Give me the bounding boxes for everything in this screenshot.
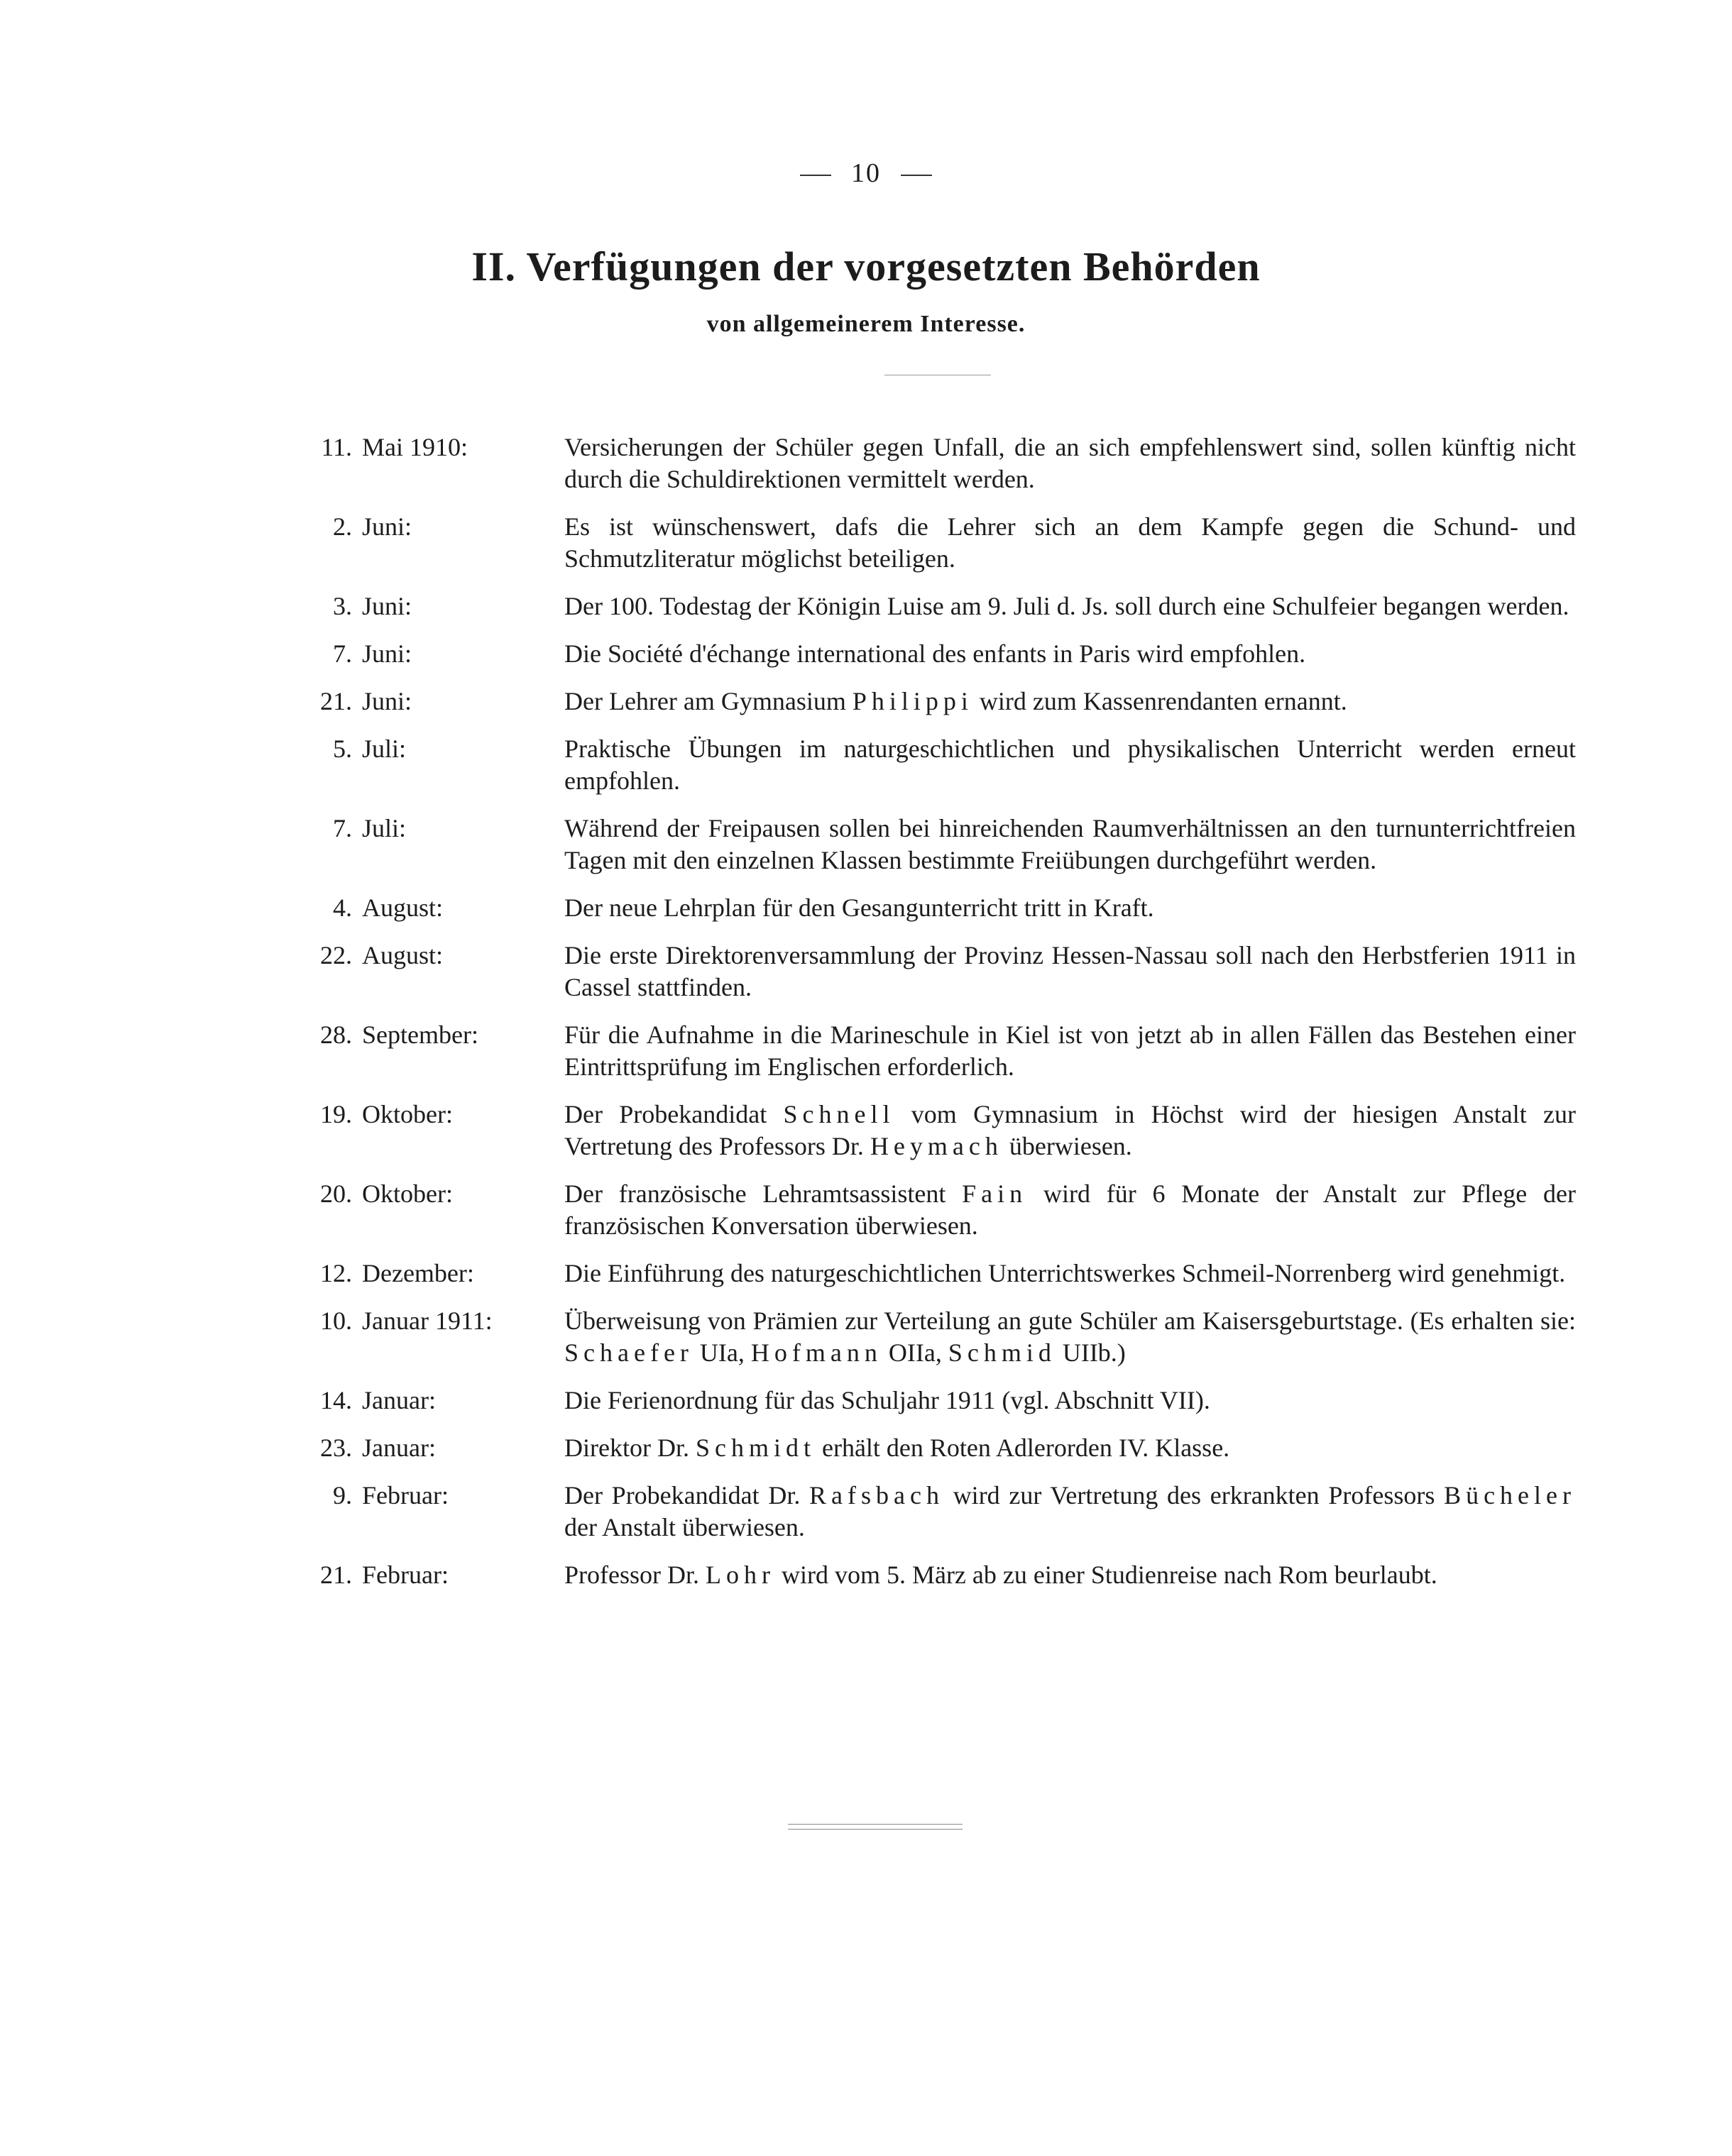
spaced-name: Schnell [783, 1100, 895, 1128]
entry-month: Januar: [362, 1434, 436, 1462]
entry-date [297, 686, 412, 717]
entry-day-number: 12. [320, 1259, 352, 1287]
entry-date [297, 733, 406, 765]
decree-entry [0, 940, 1732, 1003]
entry-text-segment: Der neue Lehrplan für den Gesangunterricht tritt in Kraft. [564, 893, 1154, 922]
spaced-name: Schmidt [695, 1434, 816, 1462]
entry-month: Oktober: [362, 1179, 453, 1208]
entry-date [297, 1559, 449, 1591]
decree-entry [0, 1385, 1732, 1417]
page-number [0, 158, 1732, 189]
entry-text [564, 638, 1576, 670]
entry-month: Januar: [362, 1386, 436, 1414]
entry-date [297, 590, 412, 622]
decree-entry [0, 813, 1732, 876]
decree-entry [0, 733, 1732, 797]
entry-text [564, 733, 1576, 797]
entry-text-segment: Der Lehrer am Gymnasium [564, 687, 853, 715]
entry-month: Dezember: [362, 1259, 474, 1287]
entry-text-segment: Der Probekandidat [564, 1100, 784, 1128]
entry-day-number: 5. [333, 735, 352, 763]
entry-text [564, 511, 1576, 575]
entry-date [297, 1480, 449, 1512]
entry-text [564, 590, 1576, 622]
spaced-name: Bücheler [1444, 1481, 1576, 1509]
entry-month: Juni: [362, 512, 412, 541]
entry-text [564, 1305, 1576, 1369]
entry-text-segment: Für die Aufnahme in die Marineschule in Kiel ist von jetzt ab in allen Fällen das Bestehen einer Eintrittsprüfung im Englischen erforderlich. [564, 1021, 1576, 1081]
entry-text [564, 1178, 1576, 1242]
spaced-name: Rafsbach [809, 1481, 944, 1509]
entry-date [297, 1178, 453, 1210]
entry-text-segment: OIIa, [882, 1338, 948, 1367]
entry-date [297, 431, 468, 463]
entry-month: August: [362, 893, 444, 922]
entry-day-number: 7. [333, 639, 352, 668]
entry-text [564, 1432, 1576, 1464]
entry-text-segment: der Anstalt überwiesen. [564, 1513, 805, 1541]
entry-day-number: 23. [320, 1434, 352, 1462]
entry-day-number: 19. [320, 1100, 352, 1128]
entry-date [297, 1432, 436, 1464]
decree-entry [0, 1305, 1732, 1369]
entry-text [564, 1480, 1576, 1544]
entry-month: Juli: [362, 735, 407, 763]
entry-day-number: 21. [320, 687, 352, 715]
entry-text-segment: UIa, [693, 1338, 751, 1367]
entry-day-number: 20. [320, 1179, 352, 1208]
entry-date [297, 1019, 478, 1051]
decree-entry [0, 638, 1732, 670]
section-subtitle: von allgemeinerem Interesse. [706, 311, 1026, 337]
entry-day-number: 14. [320, 1386, 352, 1414]
entry-text-segment: Die erste Direktorenversammlung der Provinz Hessen-Nassau soll nach den Herbstferien 1911 in Cassel stattfinden. [564, 941, 1576, 1001]
entry-text-segment: Die Ferienordnung für das Schuljahr 1911 (vgl. Abschnitt VII). [564, 1386, 1210, 1414]
entry-text-segment: Praktische Übungen im naturgeschichtlichen und physikalischen Unterricht werden erneut empfohlen. [564, 735, 1576, 795]
entry-date [297, 1385, 436, 1417]
decree-entry [0, 1178, 1732, 1242]
entry-text [564, 431, 1576, 495]
entry-text [564, 1258, 1576, 1289]
entry-day-number: 21. [320, 1561, 352, 1589]
entry-date [297, 940, 443, 972]
decree-entry [0, 1099, 1732, 1162]
decree-list [0, 431, 1732, 1607]
entry-text-segment: Überweisung von Prämien zur Verteilung an gute Schüler am Kaisersgeburtstage. (Es erhalten sie: [564, 1307, 1576, 1335]
entry-text [564, 1019, 1576, 1083]
entry-day-number: 7. [333, 814, 352, 842]
entry-text-segment: Der Probekandidat Dr. [564, 1481, 810, 1509]
entry-text [564, 940, 1576, 1003]
spaced-name: Fain [962, 1179, 1028, 1208]
entry-day-number: 2. [333, 512, 352, 541]
decree-entry [0, 892, 1732, 924]
entry-day-number: 11. [321, 433, 352, 461]
entry-day-number: 3. [333, 592, 352, 620]
entry-month: September: [362, 1021, 478, 1049]
decree-entry [0, 1019, 1732, 1083]
entry-date [297, 511, 412, 543]
entry-text [564, 1559, 1576, 1591]
entry-text-segment: Direktor Dr. [564, 1434, 696, 1462]
entry-month: Juni: [362, 639, 412, 668]
entry-month: Mai 1910: [362, 433, 468, 461]
page-number-value: 10 [851, 158, 881, 188]
entry-text-segment: wird vom 5. März ab zu einer Studienreise nach Rom beurlaubt. [774, 1561, 1437, 1589]
decree-entry [0, 686, 1732, 717]
entry-text [564, 892, 1576, 924]
entry-text-segment: Versicherungen der Schüler gegen Unfall, die an sich empfehlenswert sind, sollen künftig nicht durch die Schuldirektionen vermittelt werden. [564, 433, 1576, 493]
spaced-name: Heymach [870, 1132, 1003, 1160]
entry-text-segment: wird für 6 Monate der Anstalt zur Pflege der französischen Konversation überwiesen. [564, 1179, 1576, 1240]
entry-text-segment: wird zur Vertretung des erkrankten Professors [943, 1481, 1445, 1509]
dash-left [800, 175, 831, 176]
entry-text-segment: Der französische Lehramtsassistent [564, 1179, 963, 1208]
decree-entry [0, 511, 1732, 575]
decree-entry [0, 1480, 1732, 1544]
spaced-name: Schaefer [564, 1338, 694, 1367]
entry-text-segment: UIIb.) [1056, 1338, 1126, 1367]
entry-month: August: [362, 941, 444, 969]
entry-date [297, 892, 443, 924]
entry-month: Juni: [362, 592, 412, 620]
spaced-name: Lohr [705, 1561, 775, 1589]
entry-month: Februar: [362, 1561, 449, 1589]
decree-entry [0, 1258, 1732, 1289]
decree-entry [0, 590, 1732, 622]
entry-month: Oktober: [362, 1100, 453, 1128]
entry-date [297, 813, 406, 845]
spaced-name: Hofmann [750, 1338, 882, 1367]
entry-date [297, 1305, 493, 1337]
entry-text-segment: wird zum Kassenrendanten ernannt. [972, 687, 1347, 715]
decree-entry [0, 1432, 1732, 1464]
entry-month: Februar: [362, 1481, 449, 1509]
decree-entry [0, 431, 1732, 495]
section-title: II. Verfügungen der vorgesetzten Behörden [471, 243, 1261, 290]
spaced-name: Schmid [948, 1338, 1056, 1367]
end-divider [788, 1824, 963, 1830]
entry-text-segment: Es ist wünschenswert, dafs die Lehrer sich an dem Kampfe gegen die Schund- und Schmutzliteratur möglichst beteiligen. [564, 512, 1576, 573]
entry-text-segment: Die Einführung des naturgeschichtlichen Unterrichtswerkes Schmeil-Norrenberg wird genehmigt. [564, 1259, 1566, 1287]
entry-text-segment: Professor Dr. [564, 1561, 706, 1589]
entry-date [297, 1258, 474, 1289]
entry-day-number: 10. [320, 1307, 352, 1335]
entry-text-segment: überwiesen. [1002, 1132, 1132, 1160]
entry-month: Juni: [362, 687, 412, 715]
entry-month: Juli: [362, 814, 407, 842]
entry-text [564, 1099, 1576, 1162]
entry-text-segment: vom Gymnasium in Höchst wird der hiesigen Anstalt zur Vertretung des Professors Dr. [564, 1100, 1576, 1160]
entry-day-number: 22. [320, 941, 352, 969]
entry-text [564, 686, 1576, 717]
entry-day-number: 9. [333, 1481, 352, 1509]
decree-entry [0, 1559, 1732, 1591]
spaced-name: Philippi [852, 687, 973, 715]
entry-month: Januar 1911: [362, 1307, 493, 1335]
entry-text-segment: Der 100. Todestag der Königin Luise am 9. Juli d. Js. soll durch eine Schulfeier begangen werden. [564, 592, 1569, 620]
entry-day-number: 28. [320, 1021, 352, 1049]
entry-date [297, 1099, 453, 1131]
entry-text [564, 1385, 1576, 1417]
dash-right [901, 175, 932, 176]
entry-text-segment: Während der Freipausen sollen bei hinreichenden Raumverhältnissen an den turnunterrichtfreien Tagen mit den einzelnen Klassen bestimmte Freiübungen durchgeführt werden. [564, 814, 1576, 874]
entry-text-segment: erhält den Roten Adlerorden IV. Klasse. [815, 1434, 1230, 1462]
entry-day-number: 4. [333, 893, 352, 922]
entry-date [297, 638, 412, 670]
entry-text-segment: Die Société d'échange international des enfants in Paris wird empfohlen. [564, 639, 1306, 668]
entry-text [564, 813, 1576, 876]
